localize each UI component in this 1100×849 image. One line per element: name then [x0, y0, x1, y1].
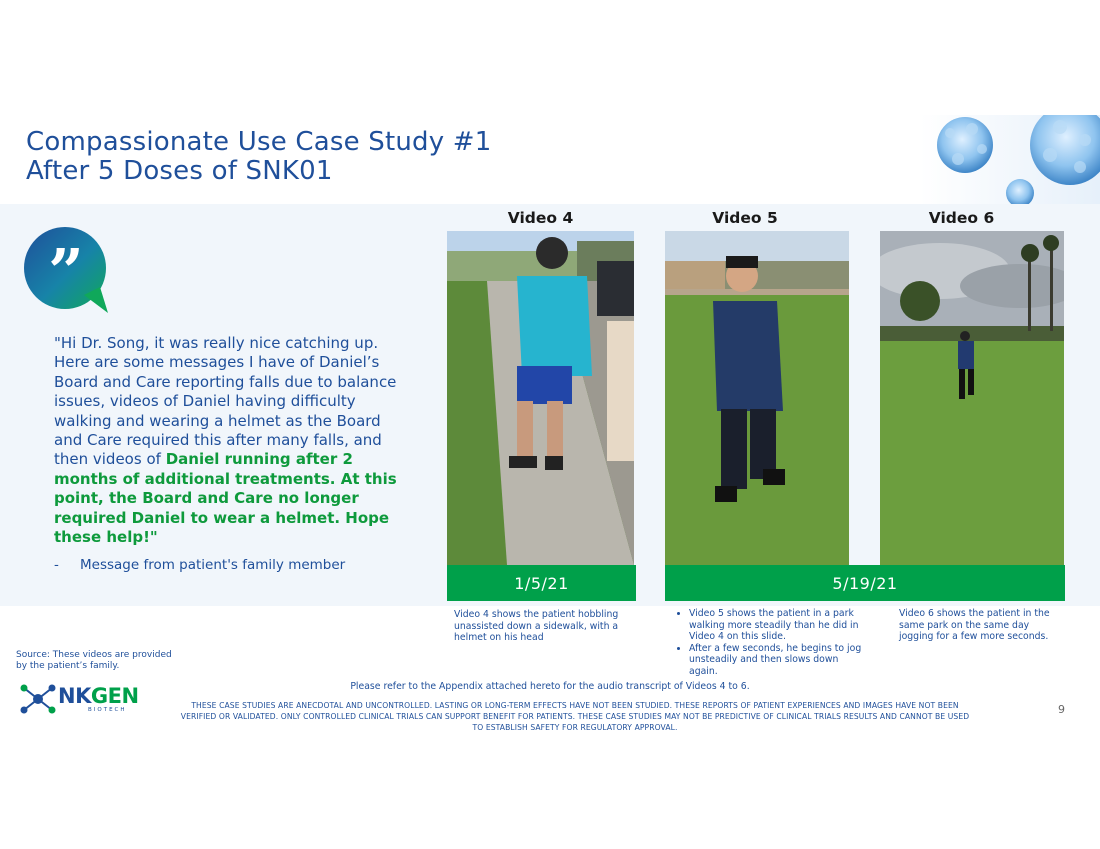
attribution-dash: - [54, 557, 59, 573]
quote-attribution [54, 557, 394, 573]
date-band-video-4: 1/5/21 [447, 565, 636, 601]
attribution-text: Message from patient's family member [80, 557, 346, 573]
quote-bubble-icon [22, 227, 110, 313]
video-5-thumbnail[interactable] [665, 231, 849, 565]
video-6-label: Video 6 [928, 209, 995, 227]
video-4-caption: Video 4 shows the patient hobbling unassisted down a sidewalk, with a helmet on his head [454, 609, 619, 643]
source-note: Source: These videos are provided by the patient’s family. [16, 650, 172, 671]
quote-highlight: Daniel running after 2 months of additional treatments. At this point, the Board and Care no longer required Daniel to wear a helmet. Hope these help!" [54, 450, 397, 547]
appendix-note: Please refer to the Appendix attached hereto for the audio transcript of Videos 4 to 6. [350, 681, 750, 692]
video-5-caption [673, 608, 868, 677]
page-title [26, 128, 492, 186]
title-line-1: Compassionate Use Case Study #1 [26, 127, 492, 157]
family-quote [54, 334, 399, 547]
cell-illustration [920, 115, 1100, 204]
video-6-thumbnail[interactable] [880, 231, 1064, 565]
disclaimer: THESE CASE STUDIES ARE ANECDOTAL AND UNCONTROLLED. LASTING OR LONG-TERM EFFECTS HAVE NOT BEEN STUDIED. THESE REPORTS OF PATIENT EXPERIENCES AND IMAGES HAVE NOT BEEN VERIFIED OR VALIDATED. ONLY CONTROLLED CLINICAL TRIALS CAN SUPPORT BENEFIT FOR PATIENTS. THESE CASE STUDIES MAY NOT BE PREDICTIVE OF CLINICAL TRIALS RESULTS AND CANNOT BE USED TO ESTABLISH SAFETY FOR REGULATORY APPROVAL. [180, 701, 970, 732]
logo-subtitle: BIOTECH [88, 707, 127, 713]
video-5-caption-bullet-2: • After a few seconds, he begins to jog unsteadily and then slows down again. [689, 643, 868, 678]
video-4-thumbnail[interactable] [447, 231, 634, 565]
svg-text:”: ” [48, 235, 84, 308]
video-5-label: Video 5 [712, 209, 778, 227]
page-number: 9 [1058, 703, 1065, 716]
video-6-caption: Video 6 shows the patient in the same park on the same day jogging for a few more seconds. [899, 608, 1050, 642]
video-4-label: Video 4 [507, 209, 574, 227]
logo-gen: GEN [90, 684, 139, 708]
quote-text: "Hi Dr. Song, it was really nice catching up. Here are some messages I have of Daniel’s Board and Care reporting falls due to balance issues, videos of Daniel having difficulty walking and wearing a helmet as the Board and Care required this after many falls, and then videos of [54, 334, 397, 469]
logo-nk: NK [58, 684, 91, 708]
date-band-videos-5-6: 5/19/21 [665, 565, 1065, 601]
title-line-2: After 5 Doses of SNK01 [26, 156, 333, 186]
video-5-caption-bullet-1: • Video 5 shows the patient in a park walking more steadily than he did in Video 4 on this slide. [689, 608, 868, 643]
